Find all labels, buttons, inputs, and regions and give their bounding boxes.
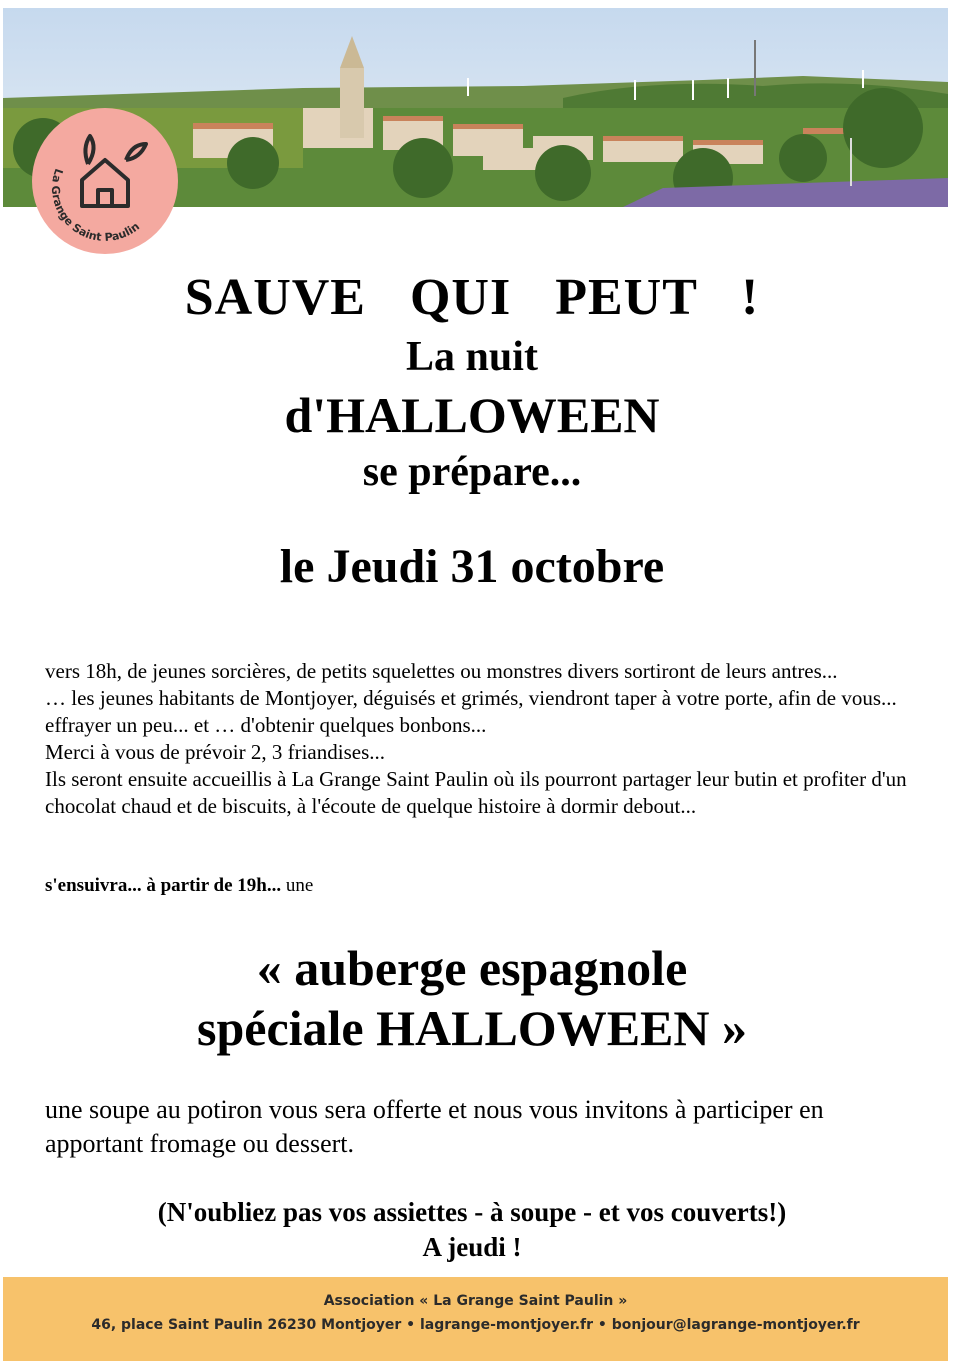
reminder-line1: (N'oubliez pas vos assiettes - à soupe - et vos couverts!) (157, 1197, 787, 1227)
footer-bar (3, 1277, 948, 1361)
paragraph-1: vers 18h, de jeunes sorcières, de petits squelettes ou monstres divers sortiront de leurs antres... (45, 659, 838, 683)
association-logo (32, 108, 178, 254)
ensuivra-line (45, 873, 313, 899)
soupe-text: une soupe au potiron vous sera offerte et nous vous invitons à participer en apportant fromage ou dessert. (45, 1095, 824, 1158)
footer-association: Association « La Grange Saint Paulin » (323, 1293, 628, 1309)
ensuivra-rest: une (281, 875, 314, 896)
ensuivra-bold: s'ensuivra... à partir de 19h... (45, 875, 282, 896)
auberge-line2: spéciale HALLOWEEN » (196, 1000, 748, 1056)
footer-contact: 46, place Saint Paulin 26230 Montjoyer • lagrange-montjoyer.fr • bonjour@lagrange-montjoyer.fr (91, 1317, 860, 1333)
house-icon (82, 136, 146, 206)
svg-text:La Grange Saint Paulin: La Grange Saint Paulin (48, 166, 143, 245)
subtitle-la-nuit: La nuit (406, 334, 538, 380)
reminder-line2: A jeudi ! (422, 1232, 522, 1262)
auberge-line1: « auberge espagnole (256, 940, 688, 996)
paragraph-2: … les jeunes habitants de Montjoyer, déguisés et grimés, viendront taper à votre porte, afin de vous... effrayer un peu... et … d'obtenir quelques bonbons... (45, 686, 897, 737)
event-description (45, 658, 915, 820)
subtitle-se-prepare: se prépare... (362, 449, 582, 495)
main-title: SAUVE QUI PEUT ! (184, 269, 760, 326)
reminder (0, 1195, 944, 1265)
paragraph-4: Ils seront ensuite accueillis à La Grange Saint Paulin où ils pourront partager leur butin et profiter d'un chocolat chaud et de biscuits, à l'écoute de quelque histoire à dormir debout... (45, 767, 907, 818)
paragraph-3: Merci à vous de prévoir 2, 3 friandises... (45, 740, 385, 764)
subtitle-halloween: d'HALLOWEEN (284, 387, 660, 443)
auberge-title (0, 938, 944, 1058)
event-date: le Jeudi 31 octobre (279, 540, 665, 593)
